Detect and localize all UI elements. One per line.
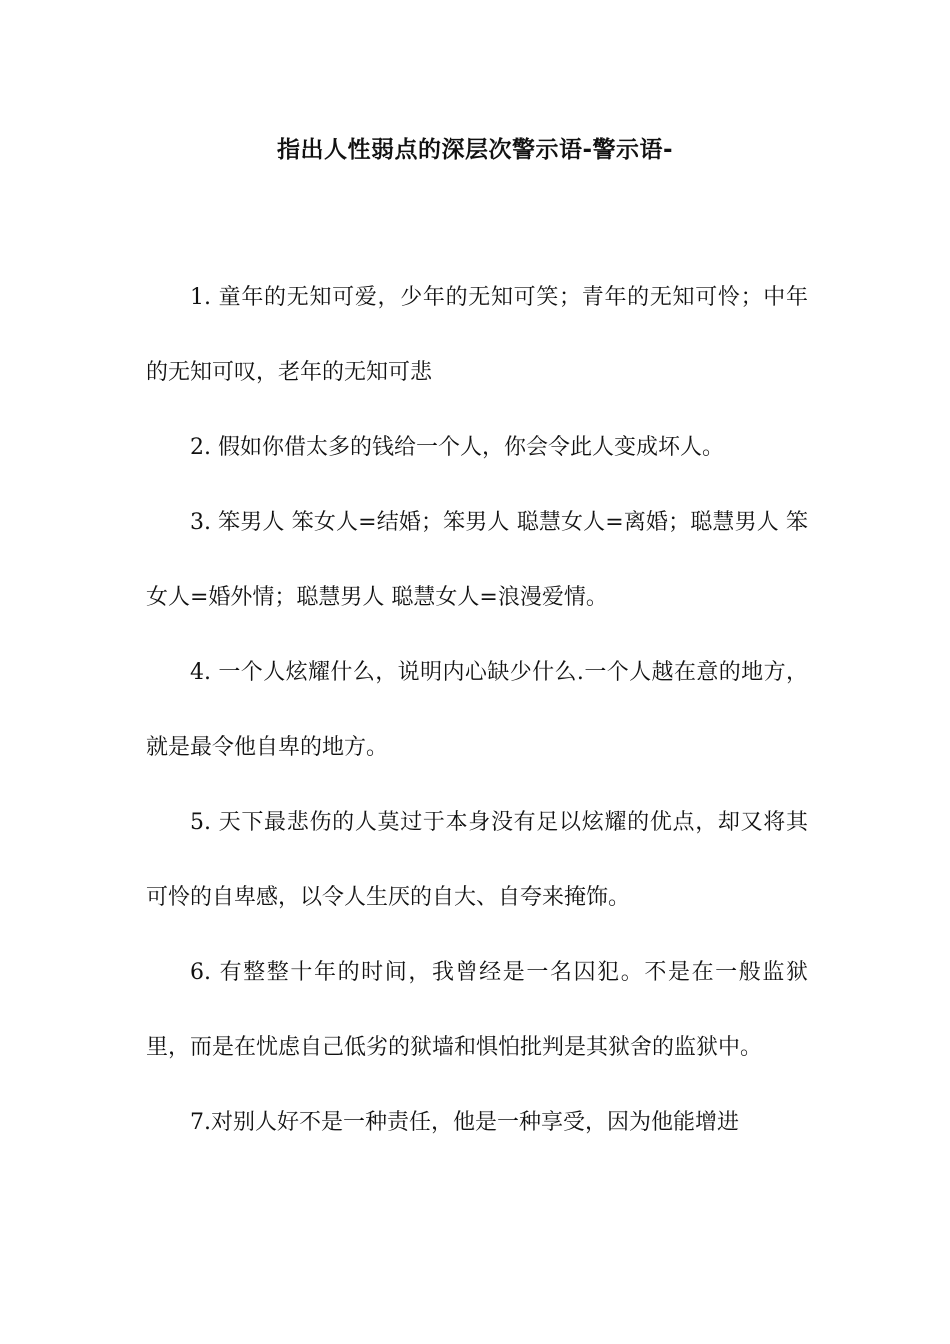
document-body	[146, 260, 808, 1160]
paragraph-1: 1. 童年的无知可爱，少年的无知可笑；青年的无知可怜；中年的无知可叹，老年的无知可悲	[146, 285, 808, 385]
paragraph-6: 6. 有整整十年的时间，我曾经是一名囚犯。不是在一般监狱里，而是在忧虑自己低劣的狱墙和惧怕批判是其狱舍的监狱中。	[146, 960, 808, 1060]
paragraph-2: 2. 假如你借太多的钱给一个人，你会令此人变成坏人。	[190, 435, 724, 460]
paragraph-5: 5. 天下最悲伤的人莫过于本身没有足以炫耀的优点，却又将其可怜的自卑感，以令人生厌的自大、自夸来掩饰。	[146, 810, 808, 910]
paragraph-7: 7.对别人好不是一种责任，他是一种享受，因为他能增进	[190, 1110, 739, 1135]
paragraph-3: 3. 笨男人 笨女人=结婚；笨男人 聪慧女人=离婚；聪慧男人 笨女人=婚外情；聪慧男人 聪慧女人=浪漫爱情。	[146, 510, 808, 610]
document-title: 指出人性弱点的深层次警示语-警示语-	[276, 137, 674, 163]
paragraph-4: 4. 一个人炫耀什么，说明内心缺少什么.一个人越在意的地方，就是最令他自卑的地方。	[146, 660, 808, 760]
